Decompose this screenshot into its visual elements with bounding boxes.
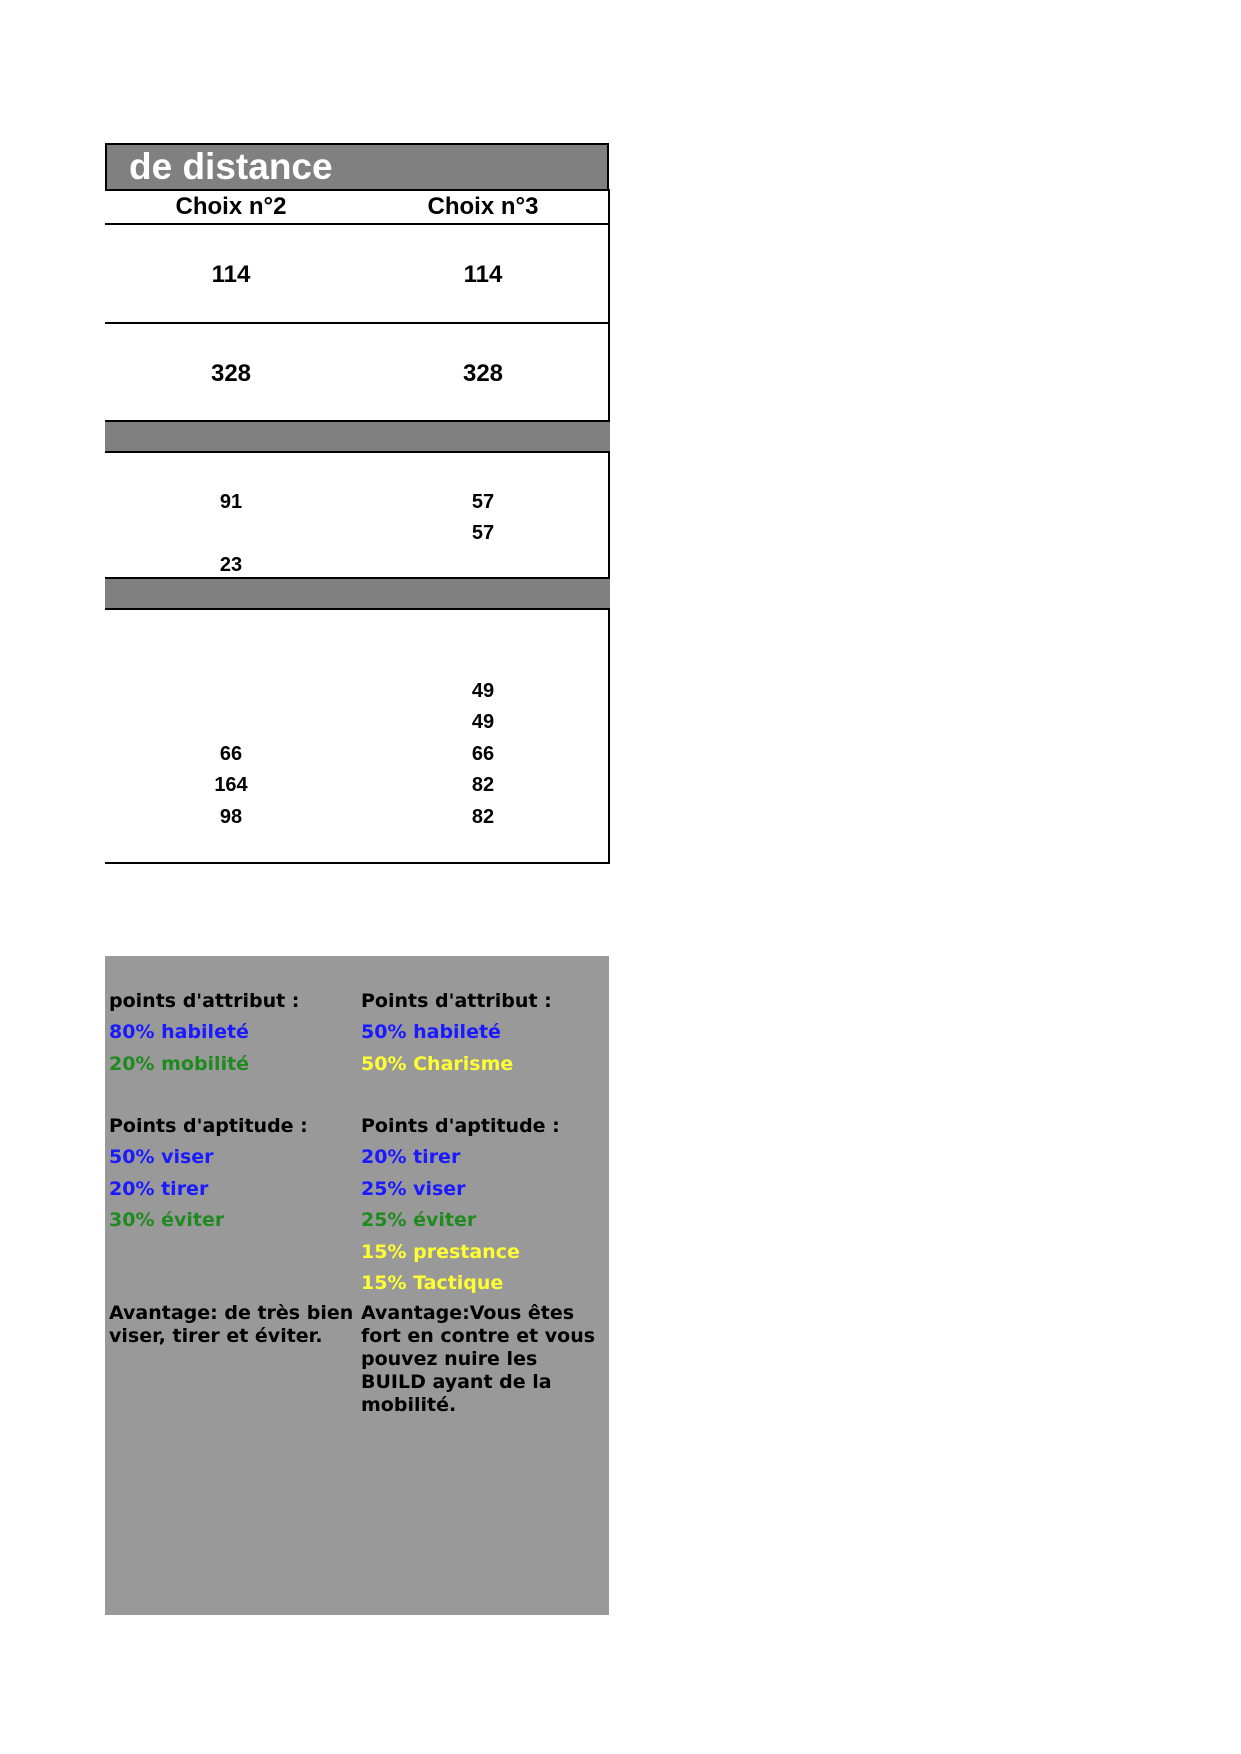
table-cell: 91 (219, 491, 243, 513)
aptitude-line: 50% viser (109, 1146, 214, 1168)
section-band (105, 577, 610, 610)
stats-table (105, 143, 609, 864)
aptitude-line: 20% tirer (109, 1178, 209, 1200)
table-cell: 114 (463, 261, 503, 288)
aptitude-line: 30% éviter (109, 1209, 225, 1231)
section-band (105, 420, 610, 453)
table-cell: 328 (462, 360, 504, 387)
table-cell: 57 (471, 522, 495, 544)
attribute-line: 50% Charisme (361, 1053, 514, 1075)
table-title-bar (105, 143, 609, 191)
advantage-text: Avantage: de très bien viser, tirer et éviter. (109, 1302, 354, 1347)
attribute-heading: points d'attribut : (109, 990, 300, 1012)
table-cell: 82 (471, 806, 495, 828)
table-cell: 114 (211, 261, 251, 288)
aptitude-heading: Points d'aptitude : (361, 1115, 560, 1137)
table-cell: 57 (471, 491, 495, 513)
aptitude-line: 25% viser (361, 1178, 466, 1200)
aptitude-line: 15% prestance (361, 1241, 520, 1263)
table-cell: 66 (219, 743, 243, 765)
table-bottom-border (105, 862, 610, 864)
table-title: de distance (129, 146, 333, 187)
advantage-text: Avantage:Vous êtes fort en contre et vous pouvez nuire les BUILD ayant de la mobilité. (361, 1302, 596, 1416)
table-cell: 66 (471, 743, 495, 765)
table-cell: 328 (210, 360, 252, 387)
aptitude-line: 25% éviter (361, 1209, 477, 1231)
table-cell: 49 (471, 680, 495, 702)
build-notes-panel (105, 956, 609, 1615)
aptitude-heading: Points d'aptitude : (109, 1115, 308, 1137)
table-cell: 82 (471, 774, 495, 796)
header-divider (105, 223, 610, 225)
aptitude-line: 15% Tactique (361, 1272, 504, 1294)
table-cell: 49 (471, 711, 495, 733)
table-cell: 164 (214, 774, 248, 796)
column-header-choix-2: Choix n°2 (175, 193, 287, 220)
attribute-line: 80% habileté (109, 1021, 249, 1043)
table-cell: 23 (219, 554, 243, 576)
column-header-choix-3: Choix n°3 (427, 193, 539, 220)
attribute-line: 20% mobilité (109, 1053, 250, 1075)
table-cell: 98 (219, 806, 243, 828)
attribute-heading: Points d'attribut : (361, 990, 552, 1012)
row-divider (105, 322, 610, 324)
attribute-line: 50% habileté (361, 1021, 501, 1043)
aptitude-line: 20% tirer (361, 1146, 461, 1168)
